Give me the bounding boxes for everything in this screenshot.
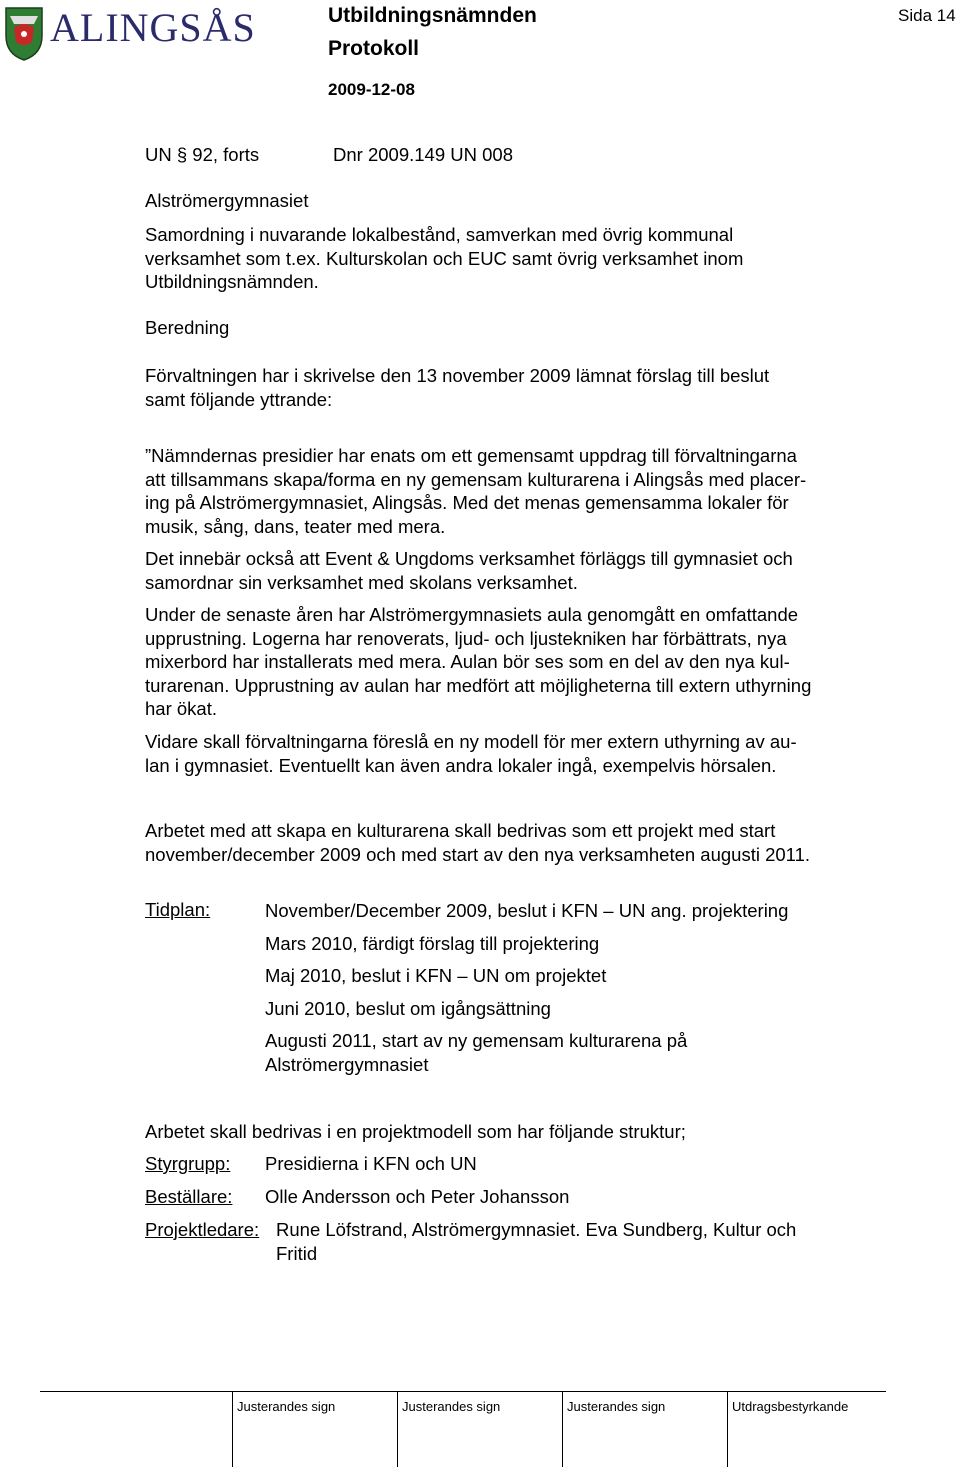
text-line: mixerbord har installerats med mera. Aulan bör ses som en del av den nya kul- [145, 651, 790, 672]
municipality-logo [4, 4, 264, 66]
tidplan-item: Maj 2010, beslut i KFN – UN om projektet [265, 965, 607, 986]
text-line: Vidare skall förvaltningarna föreslå en ny modell för mer extern uthyrning av au- [145, 731, 797, 752]
document-type: Protokoll [328, 37, 420, 60]
quote-paragraph-2 [145, 547, 875, 594]
case-title: Alströmergymnasiet [145, 190, 309, 211]
footer-sign-3: Justerandes sign [567, 1399, 666, 1414]
case-dnr: Dnr 2009.149 UN 008 [333, 144, 513, 165]
beredning-intro [145, 364, 875, 411]
text-line: Det innebär också att Event & Ungdoms verksamhet förläggs till gymnasiet och [145, 548, 793, 569]
tidplan-item: Mars 2010, färdigt förslag till projektering [265, 933, 600, 954]
text-line: ing på Alströmergymnasiet, Alingsås. Med det menas gemensamma lokaler för [145, 492, 789, 513]
page-number: Sida 14 [898, 6, 956, 25]
text-line: Förvaltningen har i skrivelse den 13 november 2009 lämnat förslag till beslut [145, 365, 770, 386]
text-line: samordnar sin verksamhet med skolans verksamhet. [145, 571, 578, 593]
project-paragraph [145, 819, 875, 866]
text-line: Rune Löfstrand, Alströmergymnasiet. Eva Sundberg, Kultur och [276, 1219, 797, 1240]
footer-sign-2: Justerandes sign [402, 1399, 501, 1414]
case-subject-line: verksamhet som t.ex. Kulturskolan och EUC samt övrig verksamhet inom [145, 247, 744, 269]
section-heading-beredning: Beredning [145, 317, 230, 338]
footer-divider [40, 1391, 886, 1392]
footer-separator [562, 1391, 563, 1467]
case-subject-line: Samordning i nuvarande lokalbestånd, samverkan med övrig kommunal [145, 224, 734, 245]
projektledare-label: Projektledare: [145, 1219, 260, 1240]
case-subject [145, 223, 875, 294]
structure-intro: Arbetet skall bedrivas i en projektmodell som har följande struktur; [145, 1121, 686, 1142]
text-line: att tillsammans skapa/forma en ny gemensam kulturarena i Alingsås med placer- [145, 468, 807, 490]
projektledare-value [276, 1218, 876, 1265]
tidplan-item [265, 1029, 865, 1076]
styrgrupp-value: Presidierna i KFN och UN [265, 1153, 477, 1174]
bestallare-value: Olle Andersson och Peter Johansson [265, 1186, 570, 1207]
tidplan-label: Tidplan: [145, 899, 211, 920]
text-line: har ökat. [145, 698, 217, 719]
quote-paragraph-1 [145, 444, 875, 538]
tidplan-item: Juni 2010, beslut om igångsättning [265, 998, 551, 1019]
text-line: Arbetet med att skapa en kulturarena skall bedrivas som ett projekt med start [145, 820, 776, 841]
footer-separator [232, 1391, 233, 1467]
text-line: ”Nämndernas presidier har enats om ett gemensamt uppdrag till förvaltningarna [145, 445, 797, 466]
styrgrupp-label: Styrgrupp: [145, 1153, 231, 1174]
text-line: Fritid [276, 1242, 318, 1264]
meeting-date: 2009-12-08 [328, 80, 415, 99]
tidplan-item: November/December 2009, beslut i KFN – UN ang. projektering [265, 900, 789, 921]
footer-sign-1: Justerandes sign [237, 1399, 336, 1414]
municipality-name: ALINGSÅS [50, 5, 256, 50]
footer-separator [397, 1391, 398, 1467]
text-line: Under de senaste åren har Alströmergymnasiets aula genomgått en omfattande [145, 604, 799, 625]
case-subject-line: Utbildningsnämnden. [145, 271, 319, 292]
text-line: musik, sång, dans, teater med mera. [145, 515, 446, 537]
text-line: upprustning. Logerna har renoverats, ljud- och ljustekniken har förbättrats, nya [145, 627, 787, 649]
bestallare-label: Beställare: [145, 1186, 233, 1207]
text-line: Alströmergymnasiet [265, 1053, 429, 1075]
quote-paragraph-4 [145, 730, 875, 777]
coat-of-arms-icon [4, 6, 44, 62]
quote-paragraph-3 [145, 603, 875, 721]
committee-name: Utbildningsnämnden [328, 4, 537, 27]
text-line: november/december 2009 och med start av den nya verksamheten augusti 2011. [145, 843, 811, 865]
footer-separator [727, 1391, 728, 1467]
text-line: turarenan. Upprustning av aulan har medfört att möjligheterna till extern uthyrning [145, 674, 812, 696]
footer-extract: Utdragsbestyrkande [732, 1399, 849, 1414]
text-line: Augusti 2011, start av ny gemensam kulturarena på [265, 1030, 688, 1051]
text-line: lan i gymnasiet. Eventuellt kan även andra lokaler ingå, exempelvis hörsalen. [145, 754, 777, 776]
case-paragraph-ref: UN § 92, forts [145, 144, 260, 165]
text-line: samt följande yttrande: [145, 388, 333, 410]
